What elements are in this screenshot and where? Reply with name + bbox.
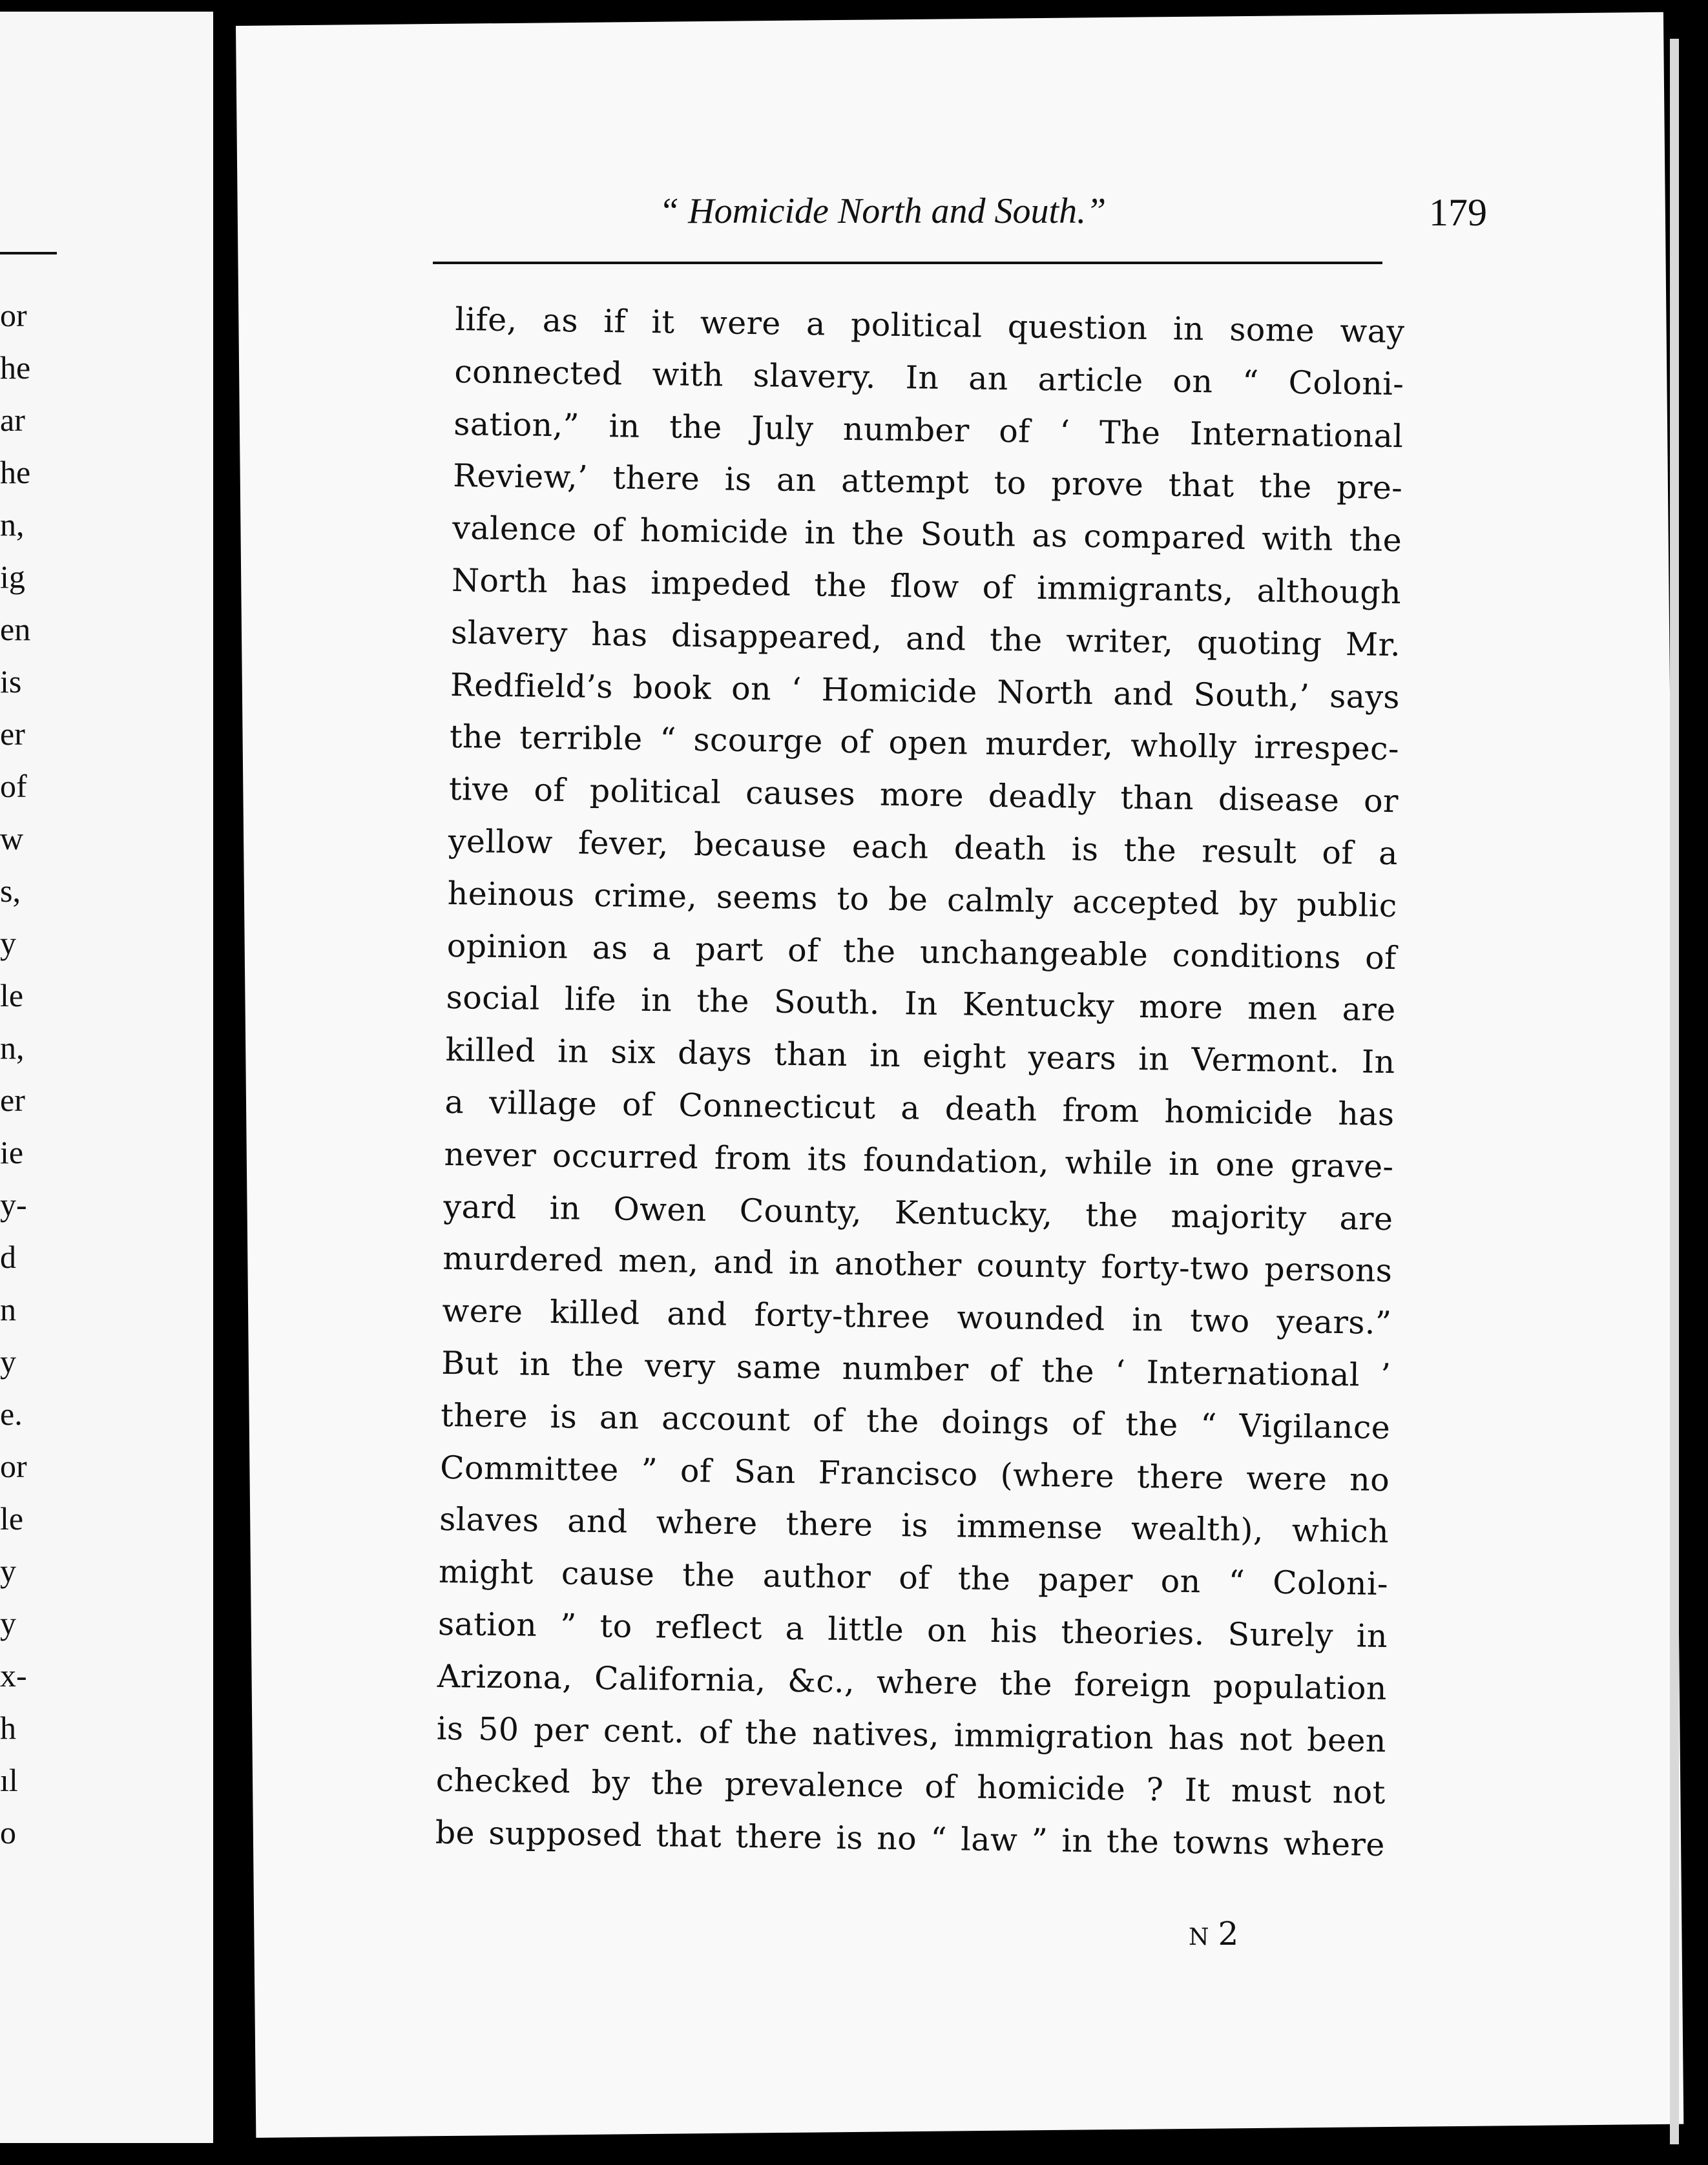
- text-line: were killed and forty-three wounded in two years.”: [442, 1292, 1392, 1342]
- previous-page-line-fragment: he: [0, 349, 31, 386]
- running-title: “ Homicide North and South.”: [659, 191, 1107, 231]
- text-line: Committee ” of San Francisco (where there were no: [439, 1449, 1390, 1498]
- text-line: murdered men, and in another county forty-two persons: [443, 1240, 1393, 1290]
- previous-page-line-fragment: ig: [0, 559, 25, 595]
- body-text: [435, 294, 1405, 1872]
- text-line: opinion as a part of the unchangeable conditions of: [446, 927, 1397, 977]
- previous-page-line-fragment: ıl: [0, 1762, 18, 1798]
- text-line: connected with slavery. In an article on “ Coloni-: [454, 353, 1404, 403]
- page-edge-shadow: [1670, 39, 1679, 2144]
- page-number: 179: [1429, 191, 1487, 234]
- previous-page-line-fragment: of: [0, 768, 27, 804]
- text-line: Arizona, California, &c., where the foreign population: [437, 1657, 1388, 1707]
- text-line: checked by the prevalence of homicide ? It must not: [435, 1762, 1386, 1812]
- text-line: yard in Owen County, Kentucky, the majority are: [443, 1188, 1393, 1238]
- previous-page-line-fragment: e.: [0, 1396, 23, 1432]
- text-line: might cause the author of the paper on “ Coloni-: [438, 1553, 1389, 1603]
- previous-page-line-fragment: or: [0, 297, 27, 333]
- text-line: yellow fever, because each death is the result of a: [448, 822, 1399, 873]
- text-line: never occurred from its foundation, while in one grave-: [444, 1135, 1394, 1185]
- previous-page-line-fragment: y-: [0, 1186, 27, 1223]
- text-line: sation,” in the July number of ‘ The International: [453, 405, 1404, 455]
- text-line: slaves and where there is immense wealth), which: [439, 1501, 1390, 1551]
- text-line: the terrible “ scourge of open murder, wholly irrespec-: [449, 718, 1400, 768]
- text-line: sation ” to reflect a little on his theories. Surely in: [437, 1605, 1388, 1655]
- text-line: North has impeded the flow of immigrants, although: [451, 561, 1402, 612]
- text-line: Review,’ there is an attempt to prove that the pre-: [452, 457, 1403, 507]
- text-line: heinous crime, seems to be calmly accepted by public: [447, 875, 1398, 924]
- text-line: tive of political causes more deadly than disease or: [448, 771, 1399, 820]
- previous-page-line-fragment: o: [0, 1814, 16, 1850]
- previous-page-line-fragment: or: [0, 1448, 27, 1484]
- previous-page-line-fragment: er: [0, 1082, 25, 1118]
- previous-page-line-fragment: ar: [0, 402, 25, 438]
- previous-page-line-fragment: x-: [0, 1657, 27, 1694]
- text-line: a village of Connecticut a death from homicide has: [444, 1083, 1395, 1134]
- signature-letter: N: [1189, 1924, 1218, 1951]
- previous-page-header-rule: [0, 252, 57, 254]
- previous-page-line-fragment: y: [0, 1605, 16, 1641]
- previous-page-line-fragment: s,: [0, 873, 21, 909]
- text-line: life, as if it were a political question in some way: [455, 300, 1405, 351]
- previous-page-line-fragment: h: [0, 1710, 16, 1746]
- previous-page-line-fragment: le: [0, 1500, 24, 1537]
- previous-page-line-fragment: n,: [0, 1030, 25, 1066]
- previous-page-line-fragment: n: [0, 1291, 16, 1327]
- text-line: is 50 per cent. of the natives, immigration has not been: [436, 1710, 1387, 1759]
- text-line: slavery has disappeared, and the writer, quoting Mr.: [450, 614, 1401, 663]
- previous-page-line-fragment: le: [0, 977, 24, 1013]
- previous-page-line-fragment: is: [0, 663, 22, 699]
- previous-page-line-fragment: en: [0, 611, 31, 647]
- text-line: there is an account of the doings of the “ Vigilance: [440, 1396, 1391, 1446]
- previous-page-line-fragment: ie: [0, 1134, 24, 1170]
- text-line: social life in the South. In Kentucky more men are: [446, 979, 1396, 1029]
- previous-page-edge: [0, 12, 213, 2143]
- previous-page-line-fragment: w: [0, 820, 24, 856]
- header-rule: [433, 262, 1382, 264]
- text-line: killed in six days than in eight years in Vermont. In: [445, 1031, 1395, 1081]
- text-line: Redfield’s book on ‘ Homicide North and South,’ says: [450, 666, 1401, 716]
- signature-mark: [1189, 1915, 1247, 1953]
- previous-page-line-fragment: y: [0, 1553, 16, 1589]
- text-line: valence of homicide in the South as compared with the: [452, 510, 1402, 559]
- previous-page-line-fragment: d: [0, 1239, 16, 1275]
- text-line: But in the very same number of the ‘ International ’: [441, 1344, 1391, 1394]
- signature-number: 2: [1218, 1915, 1248, 1953]
- previous-page-line-fragment: y: [0, 1343, 16, 1380]
- previous-page-line-fragment: y: [0, 925, 16, 961]
- previous-page-line-fragments: [0, 289, 30, 1859]
- text-line: be supposed that there is no “ law ” in the towns where: [435, 1814, 1386, 1864]
- previous-page-line-fragment: he: [0, 454, 31, 490]
- previous-page-line-fragment: er: [0, 716, 25, 752]
- previous-page-line-fragment: n,: [0, 506, 25, 543]
